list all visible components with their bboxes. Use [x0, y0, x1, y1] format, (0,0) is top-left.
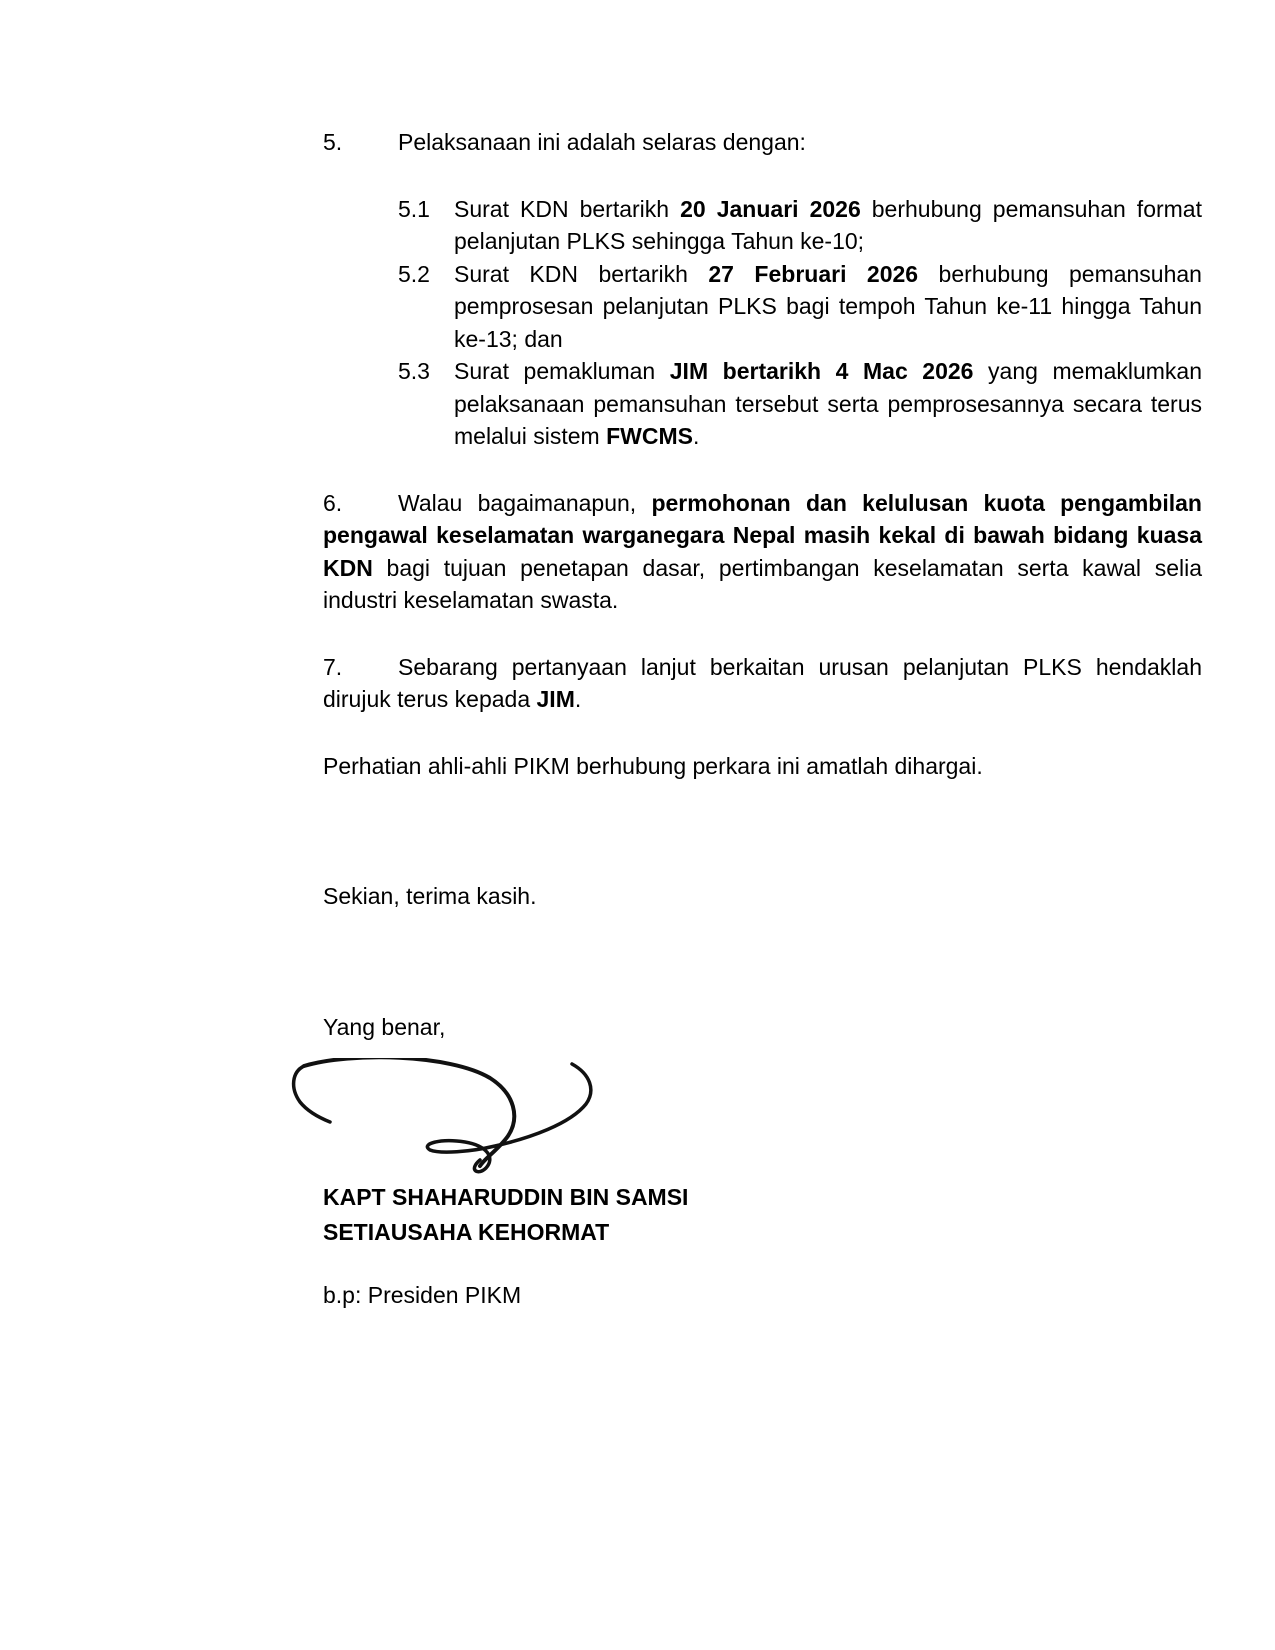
system-name: FWCMS	[606, 423, 693, 449]
item-text: .	[692, 423, 700, 449]
item-text: berhubung pemansuhan format pelanjutan PLKS sehingga Tahun ke-10;	[454, 195, 1202, 254]
signatory-title: SETIAUSAHA KEHORMAT	[323, 1219, 610, 1245]
paragraph-text: Walau bagaimanapun,	[398, 489, 652, 516]
signature-image	[290, 1058, 630, 1178]
signatory-block	[323, 1180, 688, 1250]
list-item-5-2	[398, 258, 1202, 356]
item-text: Surat pemakluman	[454, 358, 670, 384]
letter-body	[323, 126, 1202, 1043]
item-date: 27 Februari 2026	[708, 260, 919, 287]
signatory-name: KAPT SHAHARUDDIN BIN SAMSI	[323, 1184, 689, 1210]
item-text: berhubung pemansuhan pemprosesan pelanjutan PLKS bagi tempoh Tahun ke-11 hingga Tahun ke-13; dan	[454, 260, 1202, 352]
paragraph-number: 6.	[323, 489, 343, 516]
paragraph-text: Sebarang pertanyaan lanjut berkaitan urusan pelanjutan PLKS hendaklah dirujuk terus kepada	[323, 653, 1202, 712]
list-item-5-1	[398, 193, 1202, 258]
item-number: 5.3	[398, 358, 430, 384]
paragraph-number: 7.	[323, 653, 343, 680]
paragraph-text: Pelaksanaan ini adalah selaras dengan:	[398, 129, 806, 155]
paragraph-6	[323, 487, 1202, 617]
paragraph-text: .	[574, 686, 582, 712]
paragraph-7	[323, 651, 1202, 716]
regards-line: Yang benar,	[323, 1013, 446, 1040]
item-text: Surat KDN bertarikh	[454, 260, 709, 287]
item-date: JIM bertarikh 4 Mac 2026	[669, 358, 974, 384]
item-number: 5.2	[398, 260, 430, 287]
list-item-5-3	[398, 355, 1202, 453]
paragraph-emphasis: permohonan dan kelulusan kuota pengambilan pengawal keselamatan warganegara Nepal masih kekal di bawah bidang kuasa KDN	[323, 489, 1202, 581]
on-behalf-line: b.p: Presiden PIKM	[323, 1282, 522, 1308]
paragraph-number: 5.	[323, 129, 343, 155]
item-number: 5.1	[398, 195, 430, 222]
item-date: 20 Januari 2026	[680, 195, 861, 222]
item-text: Surat KDN bertarikh	[454, 195, 681, 222]
item-text: yang memaklumkan pelaksanaan pemansuhan tersebut serta pemprosesannya secara terus melalui sistem	[454, 358, 1203, 449]
paragraph-emphasis: JIM	[536, 686, 575, 712]
thanks-line: Sekian, terima kasih.	[323, 883, 537, 909]
attention-line: Perhatian ahli-ahli PIKM berhubung perkara ini amatlah dihargai.	[323, 752, 983, 779]
paragraph-text: bagi tujuan penetapan dasar, pertimbangan keselamatan serta kawal selia industri keselamatan swasta.	[323, 554, 1202, 613]
paragraph-5	[323, 126, 1202, 159]
